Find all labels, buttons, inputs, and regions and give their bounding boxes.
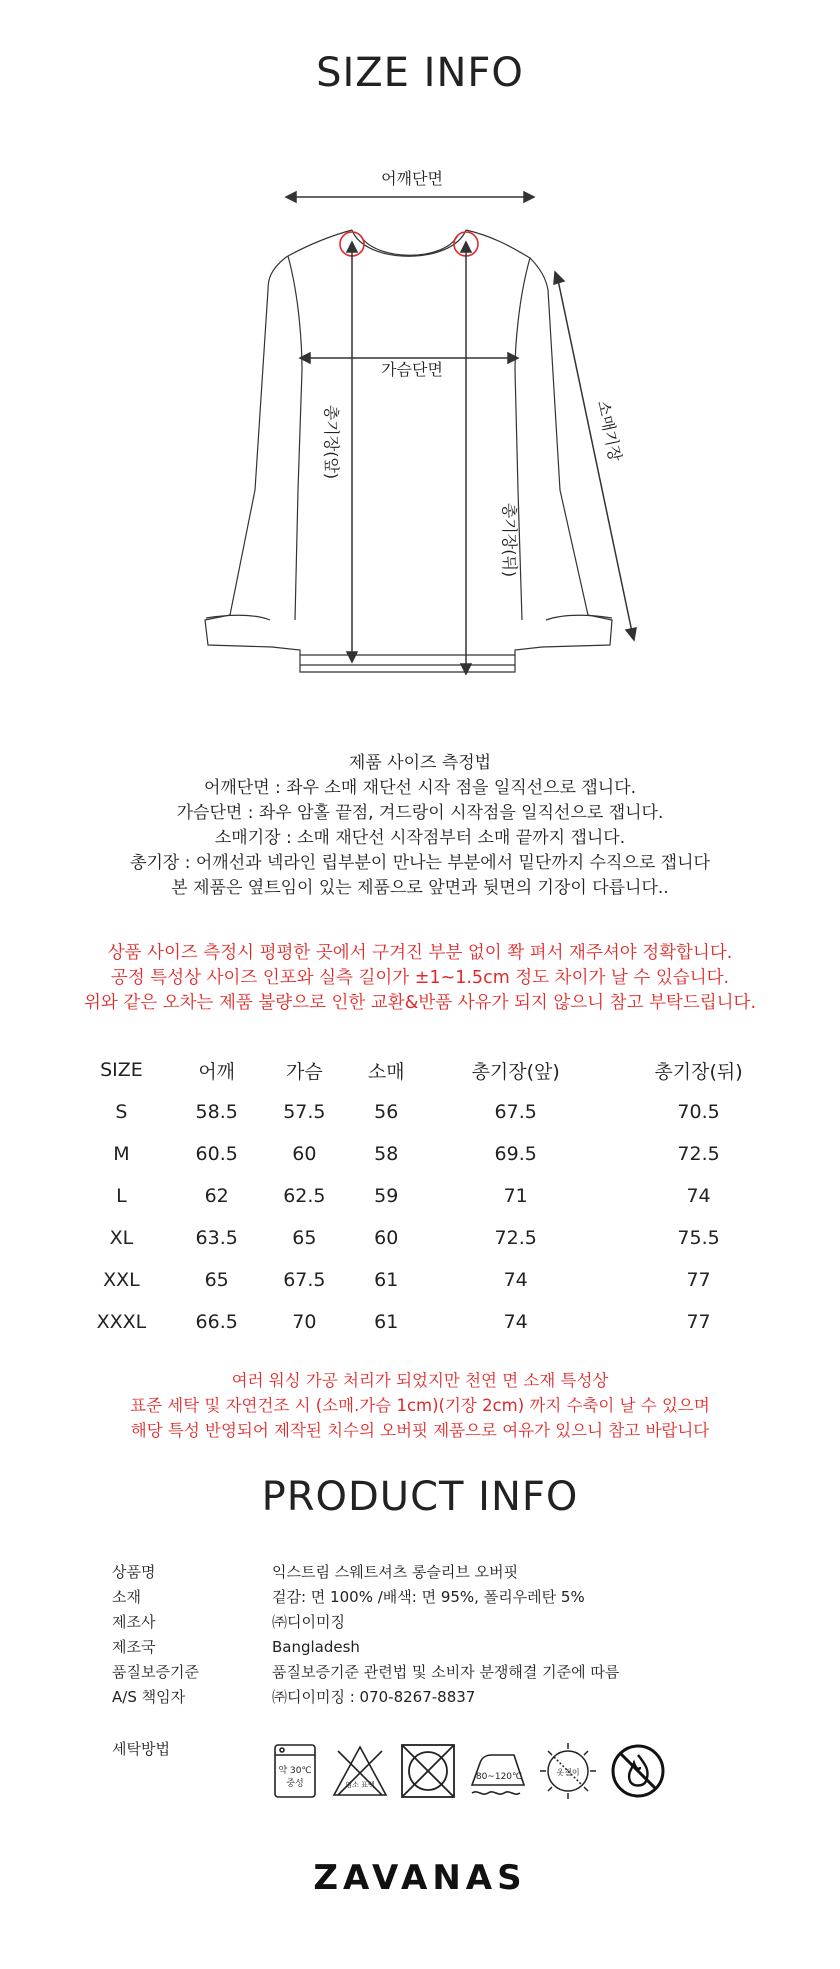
table-cell: 61 <box>374 1311 399 1333</box>
warning-line: 상품 사이즈 측정시 평평한 곳에서 구겨진 부분 없이 쫙 펴서 재주셔야 정확합니다. <box>107 943 733 963</box>
info-value: 품질보증기준 관련법 및 소비자 분쟁해결 기준에 따름 <box>272 1663 620 1681</box>
table-cell: 74 <box>503 1311 528 1333</box>
table-cell: 58 <box>374 1143 399 1165</box>
warning-line: 위와 같은 오차는 제품 불량으로 인한 교환&반품 사유가 되지 않으니 참고 부탁드립니다. <box>83 993 757 1013</box>
table-cell: 70.5 <box>677 1101 720 1123</box>
size-warning <box>0 941 840 1016</box>
table-cell: 77 <box>686 1311 711 1333</box>
product-info-row <box>112 1584 619 1609</box>
warning-line: 공정 특성상 사이즈 인포와 실측 길이가 ±1~1.5cm 정도 차이가 날 수 있습니다. <box>110 968 730 988</box>
table-cell: 60.5 <box>195 1143 238 1165</box>
wash-30-icon <box>275 1745 315 1797</box>
table-cell: 65 <box>292 1227 317 1249</box>
info-value: ㈜디이미징 <box>272 1613 345 1631</box>
table-cell: 60 <box>292 1143 317 1165</box>
svg-text:약 30℃: 약 30℃ <box>278 1766 312 1776</box>
table-cell: 62 <box>204 1185 229 1207</box>
table-cell: 62.5 <box>283 1185 326 1207</box>
measurement-method <box>0 751 840 901</box>
table-cell: 56 <box>374 1101 399 1123</box>
no-bleach-icon <box>334 1747 386 1795</box>
measure-line: 가슴단면 : 좌우 암홀 끝점, 겨드랑이 시작점을 일직선으로 잽니다. <box>176 803 664 823</box>
product-info-row <box>112 1659 619 1684</box>
size-table <box>70 1049 790 1343</box>
shrink-line: 해당 특성 반영되어 제작된 치수의 오버핏 제품으로 여유가 있으니 참고 바랍니다 <box>130 1421 710 1440</box>
table-row <box>70 1259 790 1301</box>
table-cell: 58.5 <box>195 1101 238 1123</box>
table-cell: L <box>116 1185 127 1207</box>
iron-icon <box>472 1755 524 1794</box>
info-key: 제조사 <box>112 1613 156 1631</box>
table-cell: XXL <box>103 1269 140 1291</box>
table-cell: 61 <box>374 1269 399 1291</box>
table-cell: 72.5 <box>677 1143 720 1165</box>
table-row <box>70 1301 790 1343</box>
product-info-row <box>112 1634 619 1659</box>
svg-text:옷걸이: 옷걸이 <box>556 1768 580 1777</box>
product-info-table <box>112 1559 619 1709</box>
table-cell: 74 <box>503 1269 528 1291</box>
table-cell: 59 <box>374 1185 399 1207</box>
measure-line: 어깨단면 : 좌우 소매 재단선 시작 점을 일직선으로 잽니다. <box>203 778 637 798</box>
table-cell: 60 <box>374 1227 399 1249</box>
product-info-row <box>112 1609 619 1634</box>
chest-label: 가슴단면 <box>381 360 443 379</box>
brand-logo: ZAVANAS <box>313 1858 527 1898</box>
table-cell: XL <box>109 1227 134 1249</box>
svg-text:80~120℃: 80~120℃ <box>475 1772 523 1782</box>
table-cell: 74 <box>686 1185 711 1207</box>
table-cell: 67.5 <box>494 1101 537 1123</box>
table-cell: XXXL <box>96 1311 147 1333</box>
sweatshirt-outline <box>205 230 612 672</box>
table-cell: 70 <box>292 1311 317 1333</box>
dry-clean-icon <box>540 1743 596 1799</box>
garment-measurement-diagram <box>0 150 840 690</box>
product-info-title: PRODUCT INFO <box>261 1474 579 1520</box>
info-key: A/S 책임자 <box>112 1688 186 1706</box>
front-length-label: 총기장(앞) <box>322 404 341 480</box>
header-size: SIZE <box>100 1059 143 1081</box>
table-cell: 63.5 <box>195 1227 238 1249</box>
product-info-row <box>112 1559 619 1584</box>
table-cell: 77 <box>686 1269 711 1291</box>
table-cell: 71 <box>503 1185 528 1207</box>
table-cell: 72.5 <box>494 1227 537 1249</box>
back-length-label: 총기장(뒤) <box>500 502 519 578</box>
table-row <box>70 1133 790 1175</box>
no-tumble-dry-icon <box>402 1745 454 1797</box>
table-row <box>70 1217 790 1259</box>
table-cell: M <box>113 1143 130 1165</box>
shrink-line: 표준 세탁 및 자연건조 시 (소매.가슴 1cm)(기장 2cm) 까지 수축이 날 수 있으며 <box>130 1396 710 1415</box>
header-length-front: 총기장(앞) <box>471 1060 560 1083</box>
table-row <box>70 1175 790 1217</box>
table-row <box>70 1091 790 1133</box>
measure-line: 본 제품은 옆트임이 있는 제품으로 앞면과 뒷면의 기장이 다릅니다.. <box>171 878 669 898</box>
shoulder-label: 어깨단면 <box>381 169 443 188</box>
wash-care-icons <box>272 1741 672 1801</box>
size-table-header-row <box>70 1049 790 1091</box>
info-key: 상품명 <box>112 1563 156 1581</box>
info-value: ㈜디이미징 : 070-8267-8837 <box>272 1688 476 1706</box>
header-length-back: 총기장(뒤) <box>654 1060 743 1083</box>
info-value: 익스트림 스웨트셔츠 롱슬리브 오버핏 <box>272 1563 519 1581</box>
header-sleeve: 소매 <box>367 1060 405 1083</box>
shrink-line: 여러 워싱 가공 처리가 되었지만 천연 면 소재 특성상 <box>231 1371 609 1390</box>
shrinkage-notice <box>0 1368 840 1443</box>
header-chest: 가슴 <box>285 1060 323 1083</box>
no-fire-icon <box>613 1746 663 1796</box>
measure-line: 소매기장 : 소매 재단선 시작점부터 소매 끝까지 잽니다. <box>214 828 626 848</box>
wash-method-label: 세탁방법 <box>112 1740 170 1758</box>
info-value: 겉감: 면 100% /배색: 면 95%, 폴리우레탄 5% <box>272 1588 585 1606</box>
measure-line: 총기장 : 어깨선과 넥라인 립부분이 만나는 부분에서 밑단까지 수직으로 잽니다 <box>130 853 710 873</box>
table-cell: 66.5 <box>195 1311 238 1333</box>
table-cell: 57.5 <box>283 1101 326 1123</box>
header-shoulder: 어깨 <box>198 1060 236 1083</box>
info-key: 소재 <box>112 1588 141 1606</box>
info-key: 품질보증기준 <box>112 1663 199 1681</box>
table-cell: 69.5 <box>494 1143 537 1165</box>
svg-text:염소 표백: 염소 표백 <box>345 1781 375 1789</box>
sleeve-label: 소매기장 <box>593 398 626 464</box>
measure-line: 제품 사이즈 측정법 <box>348 753 492 773</box>
size-info-title: SIZE INFO <box>316 50 524 96</box>
info-key: 제조국 <box>112 1638 156 1656</box>
table-cell: 67.5 <box>283 1269 326 1291</box>
info-value: Bangladesh <box>272 1637 360 1656</box>
table-cell: 65 <box>204 1269 229 1291</box>
table-cell: 75.5 <box>677 1227 720 1249</box>
svg-text:중성: 중성 <box>286 1779 304 1789</box>
table-cell: S <box>115 1101 128 1123</box>
product-info-row <box>112 1684 619 1709</box>
